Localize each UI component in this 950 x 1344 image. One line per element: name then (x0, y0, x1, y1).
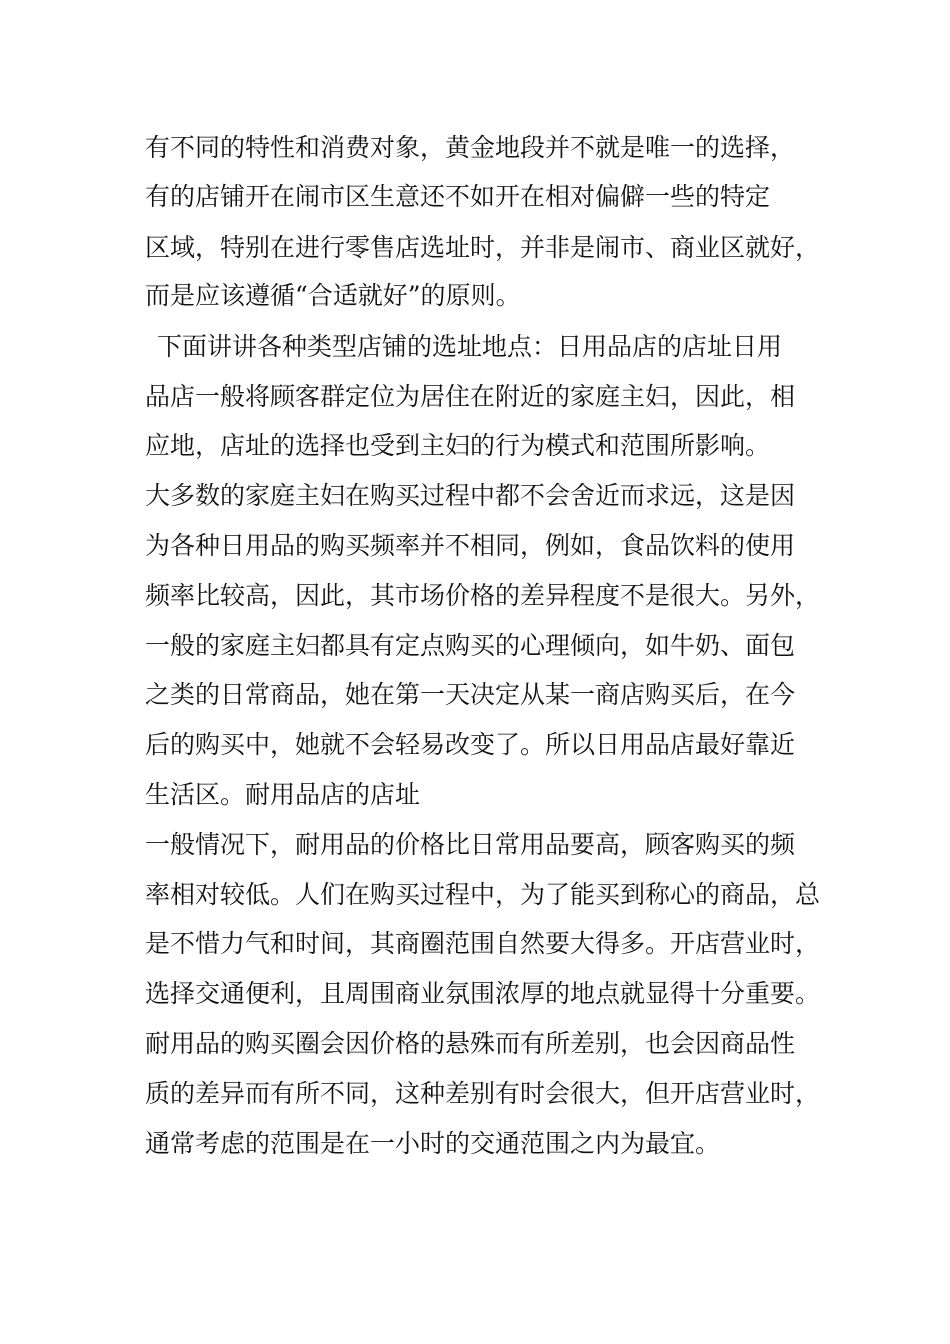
text-line-8: 大多数的家庭主妇在购买过程中都不会舍近而求远，这是因 (145, 481, 796, 510)
text-line-15: 一般情况下，耐用品的价格比日常用品要高，顾客购买的频 (145, 830, 796, 859)
text-line-4: 而是应该遵循“合适就好”的原则。 (145, 281, 521, 310)
text-line-1: 有不同的特性和消费对象，黄金地段并不就是唯一的选择， (145, 133, 796, 162)
text-line-12: 之类的日常商品，她在第一天决定从某一商店购买后，在今 (145, 680, 796, 709)
text-line-7: 应地，店址的选择也受到主妇的行为模式和范围所影响。 (145, 431, 771, 460)
text-line-19: 耐用品的购买圈会因价格的悬殊而有所差别，也会因商品性 (145, 1029, 796, 1058)
text-line-20: 质的差异而有所不同，这种差别有时会很大，但开店营业时， (145, 1079, 821, 1108)
text-line-16: 率相对较低。人们在购买过程中，为了能买到称心的商品，总 (145, 880, 821, 909)
text-line-21: 通常考虑的范围是在一小时的交通范围之内为最宜。 (145, 1129, 721, 1158)
text-line-6: 品店一般将顾客群定位为居住在附近的家庭主妇，因此，相 (145, 382, 796, 411)
text-line-3: 区域，特别在进行零售店选址时，并非是闹市、商业区就好， (145, 233, 821, 262)
text-line-18: 选择交通便利，且周围商业氛围浓厚的地点就显得十分重要。 (145, 979, 821, 1008)
text-line-17: 是不惜力气和时间，其商圈范围自然要大得多。开店营业时， (145, 929, 821, 958)
text-line-13: 后的购买中，她就不会轻易改变了。所以日用品店最好靠近 (145, 730, 796, 759)
text-line-11: 一般的家庭主妇都具有定点购买的心理倾向，如牛奶、面包 (145, 631, 796, 660)
text-line-5: 下面讲讲各种类型店铺的选址地点：日用品店的店址日用 (157, 332, 783, 361)
text-line-9: 为各种日用品的购买频率并不相同，例如，食品饮料的使用 (145, 531, 796, 560)
text-line-2: 有的店铺开在闹市区生意还不如开在相对偏僻一些的特定 (145, 182, 771, 211)
text-line-10: 频率比较高，因此，其市场价格的差异程度不是很大。另外， (145, 581, 821, 610)
text-line-14: 生活区。耐用品店的店址 (145, 780, 421, 809)
